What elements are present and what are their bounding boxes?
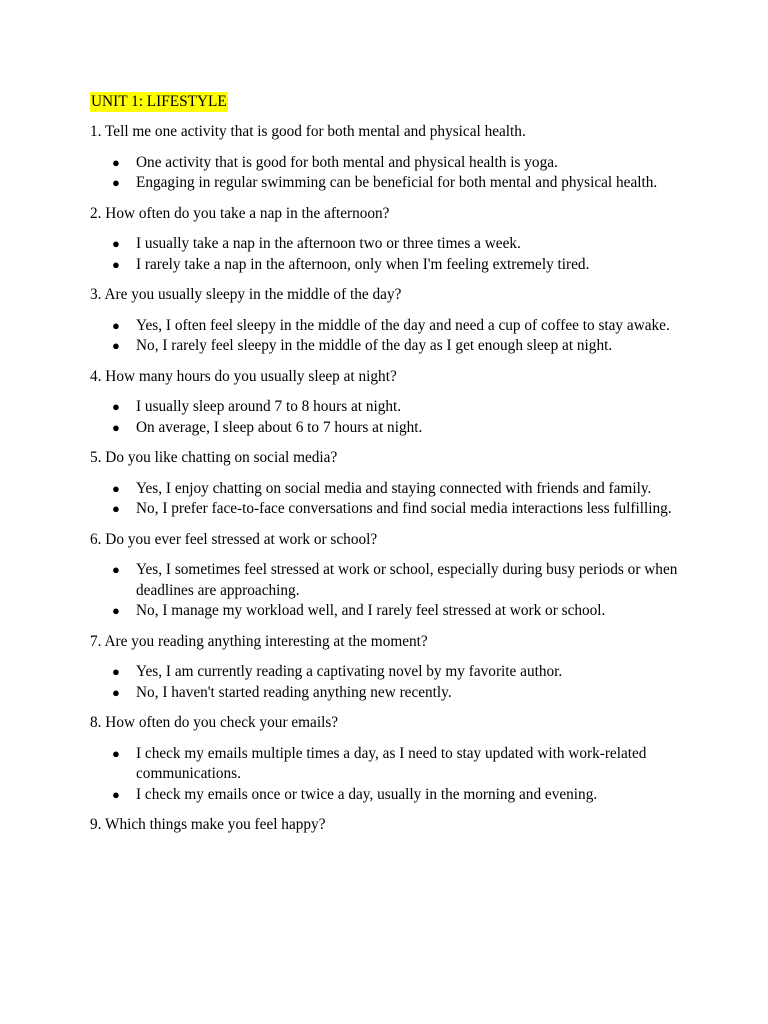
answer-item xyxy=(90,316,690,337)
answer-text: Yes, I often feel sleepy in the middle of the day and need a cup of coffee to stay awake. xyxy=(136,316,670,334)
question-5: 5. Do you like chatting on social media? xyxy=(90,449,338,466)
answer-item xyxy=(90,255,690,276)
bullet-icon: ● xyxy=(112,480,120,496)
answer-item xyxy=(90,418,690,439)
answer-text: I usually take a nap in the afternoon two or three times a week. xyxy=(136,235,521,252)
question-9: 9. Which things make you feel happy? xyxy=(90,816,326,833)
question-1: 1. Tell me one activity that is good for both mental and physical health. xyxy=(90,123,526,140)
answer-text: I check my emails multiple times a day, as I need to stay updated with work-related communications. xyxy=(136,744,647,782)
answer-text: I check my emails once or twice a day, usually in the morning and evening. xyxy=(136,785,598,803)
answer-text: No, I haven't started reading anything new recently. xyxy=(136,683,452,701)
question-4: 4. How many hours do you usually sleep at night? xyxy=(90,367,397,385)
answer-item xyxy=(90,785,690,806)
question-8: 8. How often do you check your emails? xyxy=(90,714,339,731)
answer-list-7 xyxy=(90,662,690,703)
bullet-icon: ● xyxy=(112,175,120,190)
answer-item xyxy=(90,560,690,601)
answer-item xyxy=(90,397,690,418)
answer-text: No, I rarely feel sleepy in the middle of the day as I get enough sleep at night. xyxy=(136,337,613,354)
bullet-icon: ● xyxy=(112,317,120,333)
question-3: 3. Are you usually sleepy in the middle of the day? xyxy=(90,286,402,303)
answer-item xyxy=(90,234,690,255)
bullet-icon: ● xyxy=(112,256,120,272)
answer-item xyxy=(90,336,690,357)
answer-list-6 xyxy=(90,560,690,622)
bullet-icon: ● xyxy=(112,664,120,679)
bullet-icon: ● xyxy=(112,338,120,353)
question-7: 7. Are you reading anything interesting at the moment? xyxy=(90,632,428,650)
question-2: 2. How often do you take a nap in the afternoon? xyxy=(90,204,390,222)
document-page xyxy=(90,92,690,846)
question-6: 6. Do you ever feel stressed at work or school? xyxy=(90,530,378,548)
answer-text: On average, I sleep about 6 to 7 hours at night. xyxy=(136,418,423,436)
bullet-icon: ● xyxy=(112,786,120,802)
answer-text: No, I manage my workload well, and I rarely feel stressed at work or school. xyxy=(136,602,606,619)
answer-item xyxy=(90,499,690,520)
answer-list-8 xyxy=(90,744,690,806)
answer-item xyxy=(90,479,690,500)
answer-item xyxy=(90,153,690,174)
bullet-icon: ● xyxy=(112,745,120,761)
unit-title-wrapper xyxy=(90,92,690,122)
answer-item xyxy=(90,744,690,785)
bullet-icon: ● xyxy=(112,562,120,577)
bullet-icon: ● xyxy=(112,154,120,170)
bullet-icon: ● xyxy=(112,603,120,618)
answer-text: Engaging in regular swimming can be beneficial for both mental and physical health. xyxy=(136,174,658,191)
bullet-icon: ● xyxy=(112,684,120,700)
answer-text: No, I prefer face-to-face conversations and find social media interactions less fulfilling. xyxy=(136,500,672,517)
answer-list-1 xyxy=(90,153,690,194)
answer-list-2 xyxy=(90,234,690,275)
answer-list-3 xyxy=(90,316,690,357)
unit-title: UNIT 1: LIFESTYLE xyxy=(91,93,227,110)
answer-text: I usually sleep around 7 to 8 hours at night. xyxy=(136,398,402,415)
answer-item xyxy=(90,173,690,194)
answer-item xyxy=(90,662,690,683)
answer-text: Yes, I am currently reading a captivating novel by my favorite author. xyxy=(136,663,563,680)
question-list xyxy=(90,122,690,836)
bullet-icon: ● xyxy=(112,236,120,251)
answer-text: Yes, I sometimes feel stressed at work or school, especially during busy periods or when deadlines are approaching. xyxy=(136,561,678,599)
answer-list-5 xyxy=(90,479,690,520)
answer-item xyxy=(90,683,690,704)
answer-list-4 xyxy=(90,397,690,438)
bullet-icon: ● xyxy=(112,419,120,435)
answer-text: Yes, I enjoy chatting on social media and staying connected with friends and family. xyxy=(136,479,652,497)
bullet-icon: ● xyxy=(112,399,120,414)
bullet-icon: ● xyxy=(112,501,120,516)
answer-text: I rarely take a nap in the afternoon, only when I'm feeling extremely tired. xyxy=(136,255,590,273)
answer-item xyxy=(90,601,690,622)
answer-text: One activity that is good for both mental and physical health is yoga. xyxy=(136,153,558,171)
